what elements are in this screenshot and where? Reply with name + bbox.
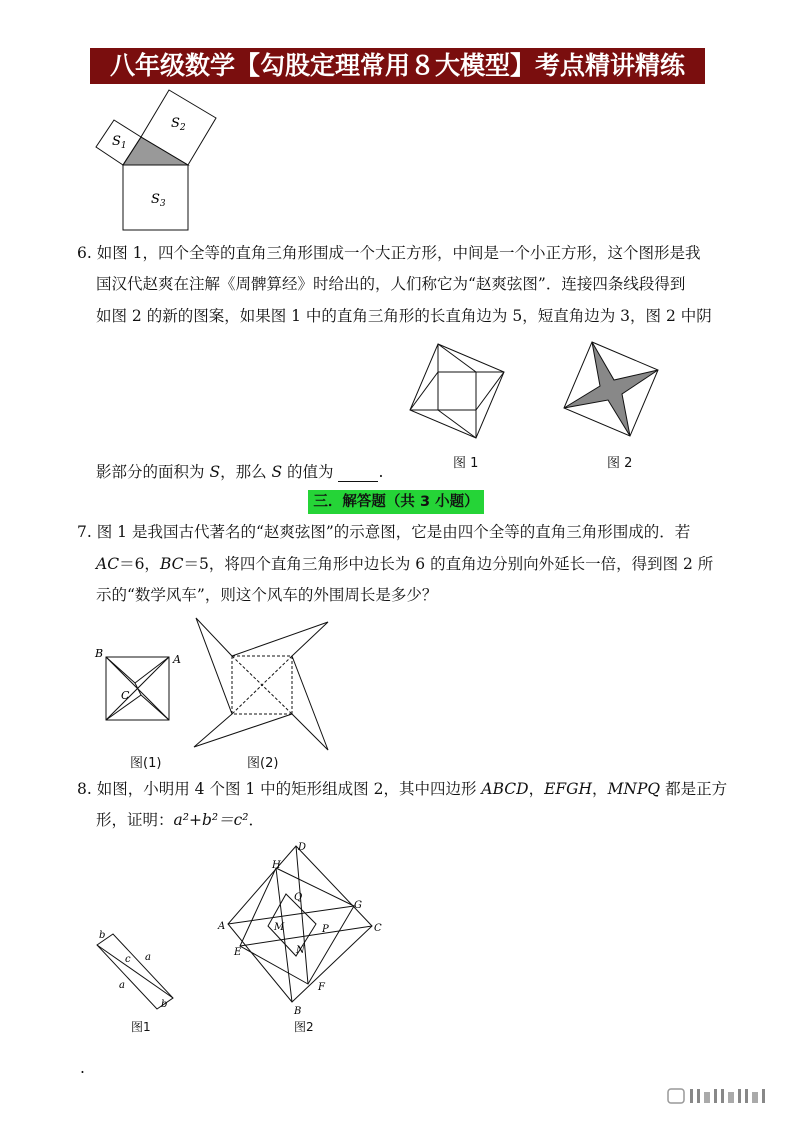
rect-label-a2: a: [119, 980, 125, 991]
page-title-banner: 八年级数学【勾股定理常用８大模型】考点精讲精练: [90, 48, 705, 84]
q7-caption-2: 图(2): [247, 756, 279, 771]
q8-figure-2: [212, 838, 392, 1018]
q6-line2: 国汉代赵爽在注解《周髀算经》时给出的，人们称它为“赵爽弦图”．连接四条线段得到: [96, 275, 686, 293]
fig2-label-p: P: [322, 924, 329, 935]
q8-caption-2: 图2: [294, 1020, 314, 1034]
q8-line2: 形，证明：a²+b²＝c²．: [96, 811, 265, 829]
fig2-label-g: G: [354, 900, 362, 911]
footer-dot: .: [80, 1059, 85, 1077]
q8-figure-1-rectangle: [95, 925, 175, 1015]
fig2-label-a: A: [218, 921, 226, 932]
watermark-icon: [666, 1086, 771, 1106]
q6-caption-2: 图 2: [607, 456, 633, 471]
fig2-label-e: E: [234, 947, 242, 958]
s2-label: $S_2$: [171, 116, 186, 133]
q6-line3: 如图 2 的新的图案，如果图 1 中的直角三角形的长直角边为 5，短直角边为 3，图 2 中阴: [96, 307, 712, 325]
q7-label-c: C: [121, 689, 130, 702]
answer-blank: [338, 467, 378, 482]
q7-figure-1: [93, 645, 183, 725]
fig2-label-b: B: [294, 1006, 302, 1017]
rect-label-b1: b: [99, 930, 106, 941]
q7-label-a: A: [173, 653, 181, 666]
q6-line1: 6. 如图 1，四个全等的直角三角形围成一个大正方形，中间是一个小正方形，这个图形是我: [77, 244, 701, 262]
q8-caption-1: 图1: [131, 1020, 151, 1034]
q6-figure-2: [564, 342, 659, 437]
q7-line3: 示的“数学风车”，则这个风车的外围周长是多少？: [96, 586, 438, 604]
s1-label: $S_1$: [112, 134, 127, 151]
fig2-label-c: C: [374, 923, 382, 934]
q7-label-b: B: [95, 647, 104, 660]
fig2-label-d: D: [298, 842, 307, 853]
s3-label: $S_3$: [151, 192, 166, 209]
section-heading: 三．解答题（共 3 小题）: [308, 490, 484, 514]
rect-label-c: c: [125, 954, 131, 965]
q6-figure-1: [410, 344, 505, 439]
rect-label-b2: b: [161, 999, 168, 1010]
rect-label-a1: a: [145, 952, 151, 963]
q6-line4: 影部分的面积为 S，那么 S 的值为 .: [96, 463, 384, 481]
fig2-label-h: H: [272, 860, 281, 871]
fig2-label-f: F: [318, 982, 325, 993]
fig2-label-n: N: [296, 945, 305, 956]
q7-line2: AC＝6，BC＝5，将四个直角三角形中边长为 6 的直角边分别向外延长一倍，得到图 2 所: [96, 555, 714, 573]
pythagoras-squares-figure: [95, 86, 225, 232]
q6-caption-1: 图 1: [453, 456, 479, 471]
q7-line1: 7. 图 1 是我国古代著名的“赵爽弦图”的示意图，它是由四个全等的直角三角形围成的．若: [77, 523, 691, 541]
q8-line1: 8. 如图，小明用 4 个图 1 中的矩形组成图 2，其中四边形 ABCD，EFGH，MNPQ 都是正方: [77, 780, 728, 798]
fig2-label-m: M: [274, 922, 285, 933]
fig2-label-q: Q: [294, 892, 303, 903]
q7-figure-2-pinwheel: [190, 616, 335, 756]
q7-caption-1: 图(1): [130, 756, 162, 771]
